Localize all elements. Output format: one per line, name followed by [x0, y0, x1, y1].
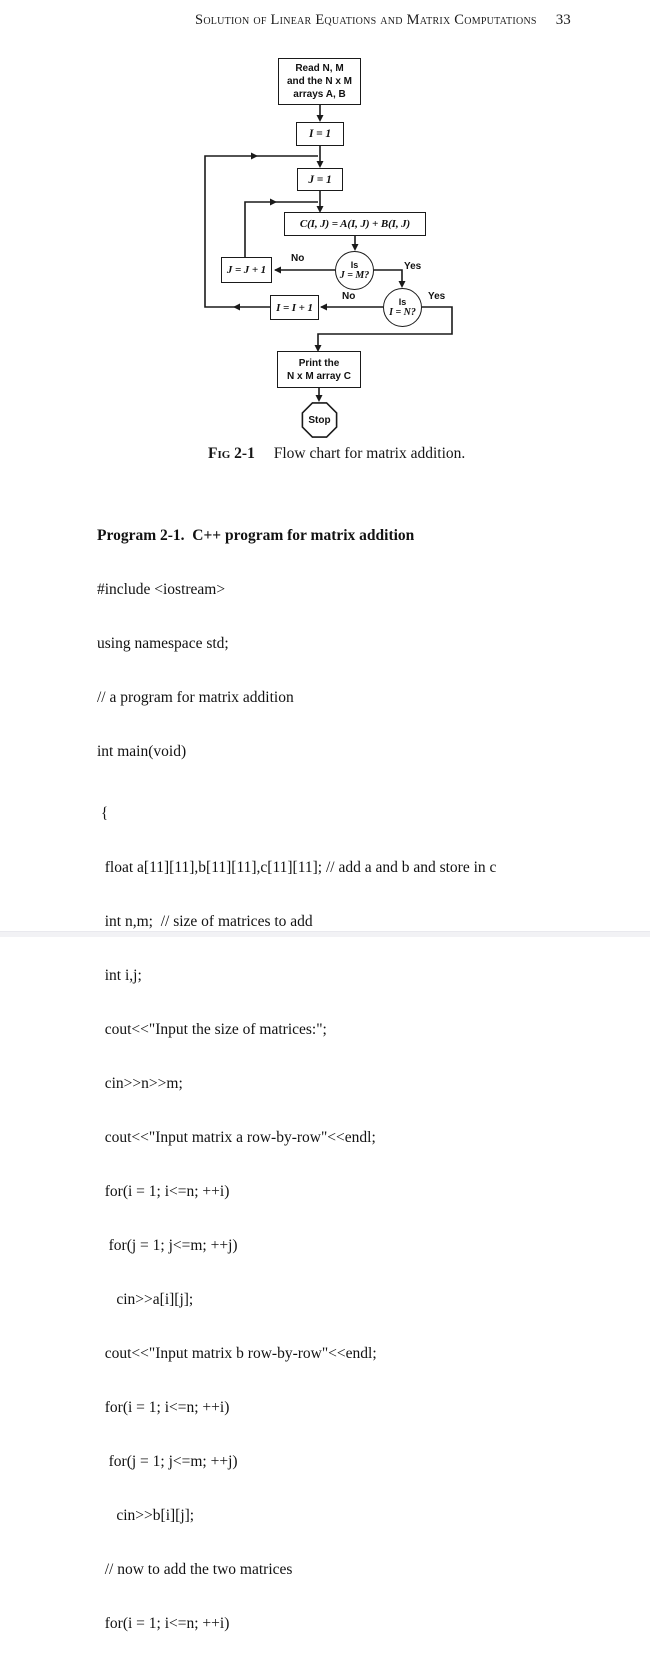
flowchart-j-test-circle: Is J = M? [335, 251, 374, 290]
code-line: cout<<"Input matrix b row-by-row"<<endl; [97, 1345, 377, 1362]
flowchart-stop-node: Stop [308, 414, 331, 426]
page-bottom-edge [0, 931, 650, 937]
figure-caption [208, 445, 465, 463]
code-line: for(j = 1; j<=m; ++j) [97, 1237, 238, 1254]
flowchart-j-init-box: J = 1 [297, 168, 343, 191]
running-head-title: Solution of Linear Equations and Matrix Computations [195, 12, 537, 28]
code-line: cout<<"Input matrix a row-by-row"<<endl; [97, 1129, 376, 1146]
program-listing [97, 491, 496, 1669]
code-line: float a[11][11],b[11][11],c[11][11]; // add a and b and store in c [97, 859, 497, 876]
flowchart-read-input-box [278, 58, 361, 105]
flowchart-i-increment-box: I = I + 1 [270, 295, 319, 320]
page-number: 33 [555, 12, 571, 28]
flowchart-figure [0, 0, 650, 470]
code-line: cin>>n>>m; [97, 1075, 183, 1092]
code-line: #include <iostream> [97, 581, 226, 598]
code-line: for(i = 1; i<=n; ++i) [97, 1615, 230, 1632]
code-line: cout<<"Input the size of matrices:"; [97, 1021, 327, 1038]
flowchart-compute-box: C(I, J) = A(I, J) + B(I, J) [284, 212, 426, 236]
edge-label-no-i: No [342, 291, 356, 302]
read-box-line: Read N, M [295, 63, 344, 74]
code-line: int main(void) [97, 743, 187, 760]
code-line: using namespace std; [97, 635, 229, 652]
code-line: { [97, 805, 109, 822]
flowchart-j-increment-box: J = J + 1 [221, 257, 272, 283]
figure-caption-text: Flow chart for matrix addition. [273, 445, 466, 462]
code-line: for(i = 1; i<=n; ++i) [97, 1399, 230, 1416]
read-box-line: arrays A, B [293, 89, 346, 100]
code-line: cin>>b[i][j]; [97, 1507, 195, 1524]
edge-label-no-j: No [291, 253, 305, 264]
flowchart-i-test-circle: Is I = N? [383, 288, 422, 327]
figure-caption-label: Fig 2-1 [208, 445, 255, 462]
edge-label-yes-j: Yes [404, 261, 422, 272]
flowchart-print-box: Print the N x M array C [277, 351, 361, 388]
code-line: int n,m; // size of matrices to add [97, 913, 313, 930]
code-line: cin>>a[i][j]; [97, 1291, 194, 1308]
program-heading: Program 2-1. C++ program for matrix addition [97, 527, 415, 544]
code-line: // a program for matrix addition [97, 689, 294, 706]
edge-label-yes-i: Yes [428, 291, 446, 302]
read-box-line: and the N x M [286, 76, 352, 87]
code-line: int i,j; [97, 967, 142, 984]
code-line: for(j = 1; j<=m; ++j) [97, 1453, 238, 1470]
code-line: // now to add the two matrices [97, 1561, 293, 1578]
flowchart-i-init-box: I = 1 [296, 122, 344, 146]
code-line: for(i = 1; i<=n; ++i) [97, 1183, 230, 1200]
